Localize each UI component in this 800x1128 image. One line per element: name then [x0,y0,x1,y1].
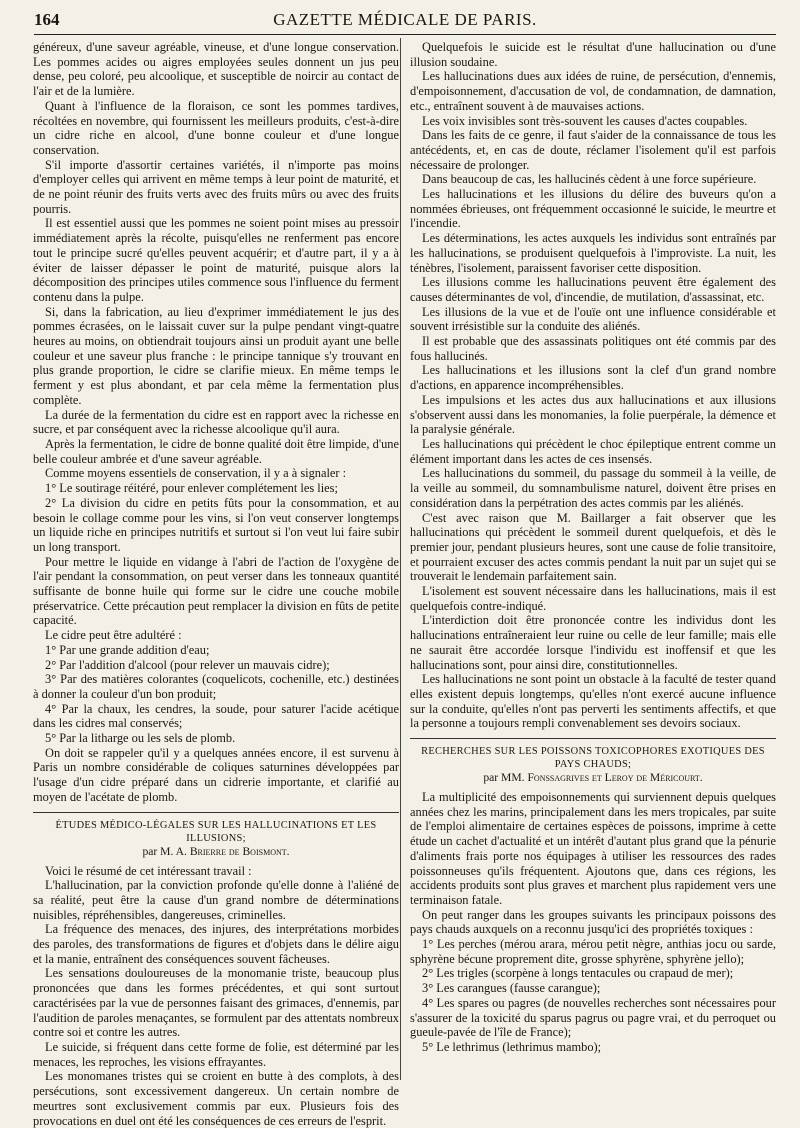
paragraph: Les voix invisibles sont très-souvent les causes d'actes coupables. [422,113,748,128]
list-item: 3° Les carangues (fausse carangue); [422,981,601,996]
paragraph: Après la fermentation, le cidre de bonne qualité doit être limpide, d'une belle couleur ambrée et d'une saveur agréable. [33,436,399,466]
paragraph: Les illusions de la vue et de l'ouïe ont une influence considérable et souvent irrésistible sur la conduite des aliénés. [410,304,776,334]
header-rule [34,34,776,35]
paragraph: La fréquence des menaces, des injures, des interprétations morbides des paroles, des transformations de figures et d'objets dans le délire aigu et la manie, entraînent des conséquences souvent fâcheuses. [33,922,399,966]
section-title: ÉTUDES MÉDICO-LÉGALES SUR LES HALLUCINATIONS ET LES ILLUSIONS; [55,819,377,844]
paragraph: Si, dans la fabrication, au lieu d'exprimer immédiatement le jus des pommes écrasées, on le laissait cuver sur la pulpe pendant vingt-quatre heures au moins, on obtiendrait toujours ainsi un produit ayant une belle couleur et une saveur plus franche : le principe tannique s'y trouvant en plus grande proportion, le cidre se clarifie mieux. En même temps le ferment y est plus abondant, et par cela même la fermentation plus complète. [33,304,399,407]
paragraph: Les illusions comme les hallucinations peuvent être également des causes déterminantes de vol, d'incendie, de mutilation, d'assassinat, etc. [410,275,776,304]
paragraph: On doit se rappeler qu'il y a quelques années encore, il est survenu à Paris un nombre considérable de coliques saturnines développées par l'usage d'un cidre préparé dans un cidrerie importante, et clarifié au moyen de l'acétate de plomb. [33,745,399,804]
section-rule [410,738,776,739]
paragraph: Pour mettre le liquide en vidange à l'abri de l'action de l'oxygène de l'air pendant la consommation, on peut verser dans les tonneaux quantité suffisante de bonne huile qui forme sur le cidre une couche mobile préservatrice. Cette précaution peut remplacer la division en fûts de petite capacité. [33,554,399,628]
section-heading [410,745,776,784]
paragraph: On peut ranger dans les groupes suivants les principaux poissons des pays chauds auxquels on a reconnu jusqu'ici des propriétés toxiques : [410,907,776,937]
author-prefix: par M. A. [142,844,187,858]
journal-title: GAZETTE MÉDICALE DE PARIS. [273,10,537,29]
paragraph: L'hallucination, par la conviction profonde qu'elle donne à l'aliéné de sa réalité, peut être la cause d'un grand nombre de déterminations nuisibles, répréhensibles, dangereuses, criminelles. [33,878,399,922]
paragraph: Il est essentiel aussi que les pommes ne soient point mises au pressoir immédiatement après la récolte, puisqu'elles ne renferment pas encore tout le principe sucré qu'elles peuvent acquérir; et d'autre part, il y a à éviter de laisser dépasser le point de maturité, puisque alors la décomposition des principes utiles commence sous l'influence du ferment contenu dans la pulpe. [33,216,399,304]
paragraph: Les sensations douloureuses de la monomanie triste, beaucoup plus prononcées que dans les formes précédentes, et qui sont surtout caractérisées par la vue de personnes faisant des grimaces, d'ennemis, par l'audition de paroles menaçantes, se formulent par des attentats nombreux contre soi et contre les autres. [33,966,399,1040]
list-item: 4° Les spares ou pagres (de nouvelles recherches sont nécessaires pour s'assurer de la toxicité du sparus pagrus ou pagre vrai, et du perroquet ou gueule-pavée de l'île de France); [410,995,776,1040]
author-name: Brierre de Boismont. [189,844,290,858]
left-column [33,40,399,1128]
list-item: 1° Par une grande addition d'eau; [45,642,210,657]
list-item: 2° Les trigles (scorpène à longs tentacules ou crapaud de mer); [422,966,734,981]
paragraph: Les hallucinations et les illusions sont la clef d'un grand nombre d'actions, en apparence incompréhensibles. [410,363,776,393]
paragraph: Dans beaucoup de cas, les hallucinés cèdent à une force supérieure. [422,172,757,187]
paragraph: La multiplicité des empoisonnements qui surviennent depuis quelques années chez les marins, principalement dans les mers tropicales, par suite de l'emploi alimentaire de certaines espèces de poissons, imprime à cette étude un cachet d'actualité et un intérêt d'autant plus grand que la pénurie d'aliments frais porte nos équipages à utiliser les ressources des rades poissonneuses qu'ils fréquentent. Ajoutons que, dans ces régions, les accidents produits sont plus graves et marchent plus rapidement vers une terminaison fatale. [410,790,776,907]
paragraph: C'est avec raison que M. Baillarger a fait observer que les hallucinations qui précèdent le sommeil durent quelquefois, et dès le premier jour, pendant plusieurs heures, sont une cause de folie transitoire, et pourraient excuser des actes commis pendant la nuit par un sujet qui se trouverait le lendemain parfaitement sain. [410,510,776,584]
page-header [34,6,776,34]
section-rule [33,812,399,813]
paragraph: Voici le résumé de cet intéressant travail : [45,863,252,878]
list-item: 4° Par la chaux, les cendres, la soude, pour saturer l'acide acétique dans les cidres mal conservés; [33,701,399,731]
list-item: 2° La division du cidre en petits fûts pour la consommation, et au besoin le collage comme pour les vins, si l'on veut conserver longtemps un liquide riche en principes nutritifs et surtout si l'on veut lui faire subir un long transport. [33,495,399,554]
paragraph: La durée de la fermentation du cidre est en rapport avec la richesse en sucre, et par conséquent avec la richesse alcoolique qu'il aura. [33,407,399,437]
paragraph: généreux, d'une saveur agréable, vineuse, et d'une longue conservation. Les pommes acides ou aigres employées seules donnent un jus peu dense, peu coloré, peu alcoolique, et susceptible de noircir au contact de l'air et de la lumière. [33,40,399,99]
author-prefix: par MM. [483,771,525,785]
section-title: RECHERCHES SUR LES POISSONS TOXICOPHORES EXOTIQUES DES PAYS CHAUDS; [421,746,765,771]
paragraph: Les déterminations, les actes auxquels les individus sont entraînés par les hallucinations, se produisent quelquefois à l'improviste. La nuit, les ténèbres, l'isolement, paraissent favoriser cette disposition. [410,231,776,275]
section-heading [33,819,399,858]
section-author [33,845,399,858]
paragraph: Dans les faits de ce genre, il faut s'aider de la connaissance de tous les antécédents, et, en cas de doute, réclamer l'isolement qu'il est parfois nécessaire de prolonger. [410,128,776,172]
list-item: 2° Par l'addition d'alcool (pour relever un mauvais cidre); [45,657,330,672]
list-item: 5° Par la litharge ou les sels de plomb. [45,731,236,746]
paragraph: Le suicide, si fréquent dans cette forme de folie, est déterminé par les menaces, les reproches, les visions effrayantes. [33,1040,399,1069]
paragraph: Les hallucinations du sommeil, du passage du sommeil à la veille, de la veille au sommeil, du somnambulisme naturel, doivent être prises en considération dans la perpétration des actes commis par les aliénés. [410,466,776,510]
paragraph: Les hallucinations dues aux idées de ruine, de persécution, d'ennemis, d'empoisonnement, d'accusation de vol, de condamnation, de damnation, etc., entraînent souvent à de mauvaises actions. [410,69,776,113]
list-item: 3° Par des matières colorantes (coquelicots, cochenille, etc.) destinées à donner la couleur d'un bon produit; [33,672,399,701]
paragraph: L'isolement est souvent nécessaire dans les hallucinations, mais il est quelquefois contre-indiqué. [410,584,776,613]
paragraph: Comme moyens essentiels de conservation, il y a à signaler : [45,466,347,481]
paragraph: Il est probable que des assassinats politiques ont été commis par des fous hallucinés. [410,334,776,363]
list-item: 1° Le soutirage réitéré, pour enlever complétement les lies; [45,481,338,496]
paragraph: Les hallucinations qui précèdent le choc épileptique entrent comme un élément important dans les actes de ces insensés. [410,436,776,466]
paragraph: Les hallucinations et les illusions du délire des buveurs qu'on a nommées ébrieuses, ont fréquemment occasionné le suicide, le meurtre et l'incendie. [410,187,776,231]
right-column [410,40,776,1080]
paragraph: Les impulsions et les actes dus aux hallucinations et aux illusions s'observent aussi dans les monomanies, la folie puerpérale, la démence et la paralysie générale. [410,392,776,437]
paragraph: Quant à l'influence de la floraison, ce sont les pommes tardives, récoltées en novembre, qui fournissent les meilleurs produits, c'est-à-dire un cidre riche en alcool, d'une bonne couleur et d'une longue conservation. [33,98,399,157]
column-divider [400,38,401,1080]
paragraph: S'il importe d'assortir certaines variétés, il n'importe pas moins d'employer celles qui arrivent en même temps à leur point de maturité, et de ne point réunir des fruits verts avec des fruits mûrs ou avec des fruits pourris. [33,157,399,216]
author-name: Fonssagrives et Leroy de Méricourt. [527,771,703,785]
section-author [410,771,776,784]
page-number: 164 [34,10,60,29]
paragraph: Les monomanes tristes qui se croient en butte à des complots, à des persécutions, sont excessivement dangereux. Un certain nombre de meurtres sont exclusivement commis par eux. Plusieurs fois des provocations en duel ont été les conséquences de ces erreurs de l'esprit. [33,1069,399,1128]
paragraph: L'interdiction doit être prononcée contre les individus dont les hallucinations entraîneraient leur ruine ou celle de leur famille; mais elle ne saurait être accordée lorsque l'individu est inoffensif et que les hallucinations sont, pour ainsi dire, constitutionnelles. [410,613,776,672]
list-item: 1° Les perches (mérou arara, mérou petit nègre, anthias jocu ou sarde, sphyrène bécune proprement dite, grosse sphyrène, sphyrène jello); [410,937,776,966]
paragraph: Quelquefois le suicide est le résultat d'une hallucination ou d'une illusion soudaine. [410,40,776,69]
paragraph: Les hallucinations ne sont point un obstacle à la faculté de tester quand elles existent depuis longtemps, qu'elles n'ont exercé aucune influence sur la conduite, qu'elles n'ont pas perverti les sentiments affectifs, et que la personne a toujours rempli convenablement ses devoirs sociaux. [410,672,776,731]
list-item: 5° Le lethrimus (lethrimus mambo); [422,1040,602,1054]
paragraph: Le cidre peut être adultéré : [45,628,182,643]
